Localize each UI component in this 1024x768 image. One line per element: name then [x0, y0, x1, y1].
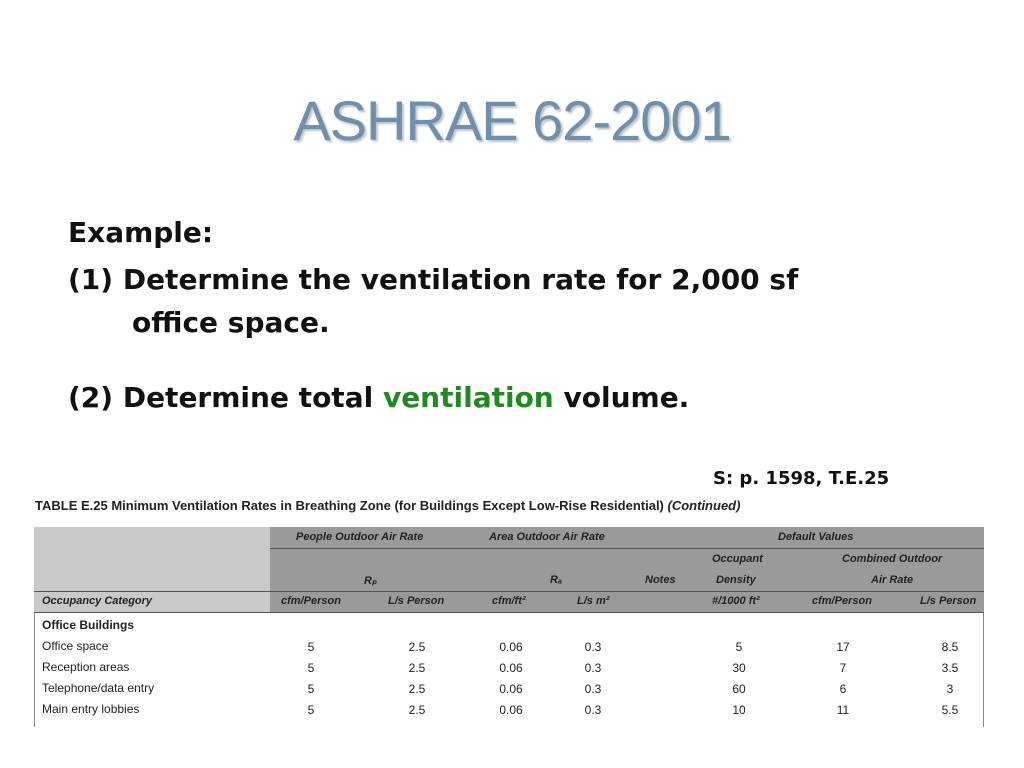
row-cell: 17: [836, 640, 850, 654]
row-cell: 0.3: [584, 682, 602, 696]
group-label: Office Buildings: [42, 618, 135, 632]
header-notes: Notes: [645, 574, 676, 586]
task-2-prefix: (2) Determine total: [68, 381, 383, 414]
row-cell: 2.5: [408, 703, 426, 717]
header-unit: cfm/ft²: [492, 595, 526, 607]
header-occupant: Occupant: [712, 553, 763, 565]
header-combined: Combined Outdoor: [842, 553, 943, 565]
table-title-suffix: (Continued): [667, 498, 741, 513]
source-reference: S: p. 1598, T.E.25: [713, 468, 890, 489]
row-cell: 11: [836, 703, 850, 717]
row-cell: 0.06: [499, 682, 523, 696]
header-unit: #/1000 ft²: [712, 595, 760, 607]
row-cell: 0.06: [499, 640, 523, 654]
header-unit: cfm/Person: [281, 595, 341, 607]
row-cell: 5: [735, 640, 743, 654]
row-cell: 2.5: [408, 682, 426, 696]
header-unit: L/s Person: [920, 595, 977, 607]
task-2-line: [68, 381, 689, 414]
row-category: Main entry lobbies: [42, 702, 140, 716]
table-title-main: TABLE E.25 Minimum Ventilation Rates in Breathing Zone (for Buildings Except Low-Rise Residential): [35, 498, 664, 513]
row-cell: 0.3: [584, 640, 602, 654]
row-cell: 5.5: [941, 703, 959, 717]
header-density: Density: [716, 574, 756, 586]
row-category: Office space: [42, 639, 109, 653]
row-cell: 0.3: [584, 703, 602, 717]
row-category: Telephone/data entry: [42, 681, 155, 695]
header-occupancy-category: Occupancy Category: [42, 595, 153, 607]
header-people-rate: People Outdoor Air Rate: [296, 531, 424, 543]
header-ra: Rₐ: [550, 574, 563, 586]
row-cell: 60: [732, 682, 746, 696]
row-cell: 2.5: [408, 661, 426, 675]
table-body: [34, 613, 984, 727]
header-area-rate: Area Outdoor Air Rate: [489, 531, 605, 543]
row-cell: 10: [732, 703, 746, 717]
row-cell: 0.06: [499, 661, 523, 675]
header-divider: [34, 591, 984, 592]
row-cell: 3: [946, 682, 954, 696]
header-unit: cfm/Person: [812, 595, 872, 607]
header-unit: L/s Person: [388, 595, 445, 607]
header-divider: [270, 548, 984, 549]
table-title: [35, 498, 740, 513]
row-cell: 6: [839, 682, 847, 696]
row-cell: 5: [307, 703, 315, 717]
header-default-values: Default Values: [778, 531, 854, 543]
row-cell: 30: [732, 661, 746, 675]
header-unit: L/s m²: [577, 595, 610, 607]
slide-title: ASHRAE 62-2001: [293, 89, 731, 152]
task-1-line-continued: office space.: [132, 306, 330, 339]
row-cell: 0.3: [584, 661, 602, 675]
header-air-rate: Air Rate: [871, 574, 914, 586]
row-cell: 0.06: [499, 703, 523, 717]
row-cell: 2.5: [408, 640, 426, 654]
task-1-line: (1) Determine the ventilation rate for 2,000 sf: [68, 263, 799, 296]
row-category: Reception areas: [42, 660, 130, 674]
row-cell: 3.5: [941, 661, 959, 675]
row-cell: 7: [839, 661, 847, 675]
row-cell: 8.5: [941, 640, 959, 654]
row-cell: 5: [307, 682, 315, 696]
row-cell: 5: [307, 661, 315, 675]
ventilation-table: [34, 527, 984, 727]
task-2-highlight: ventilation: [382, 381, 554, 414]
header-rp: Rₚ: [364, 575, 377, 587]
example-label: Example:: [68, 216, 214, 249]
row-cell: 5: [307, 640, 315, 654]
task-2-suffix: volume.: [553, 381, 690, 414]
